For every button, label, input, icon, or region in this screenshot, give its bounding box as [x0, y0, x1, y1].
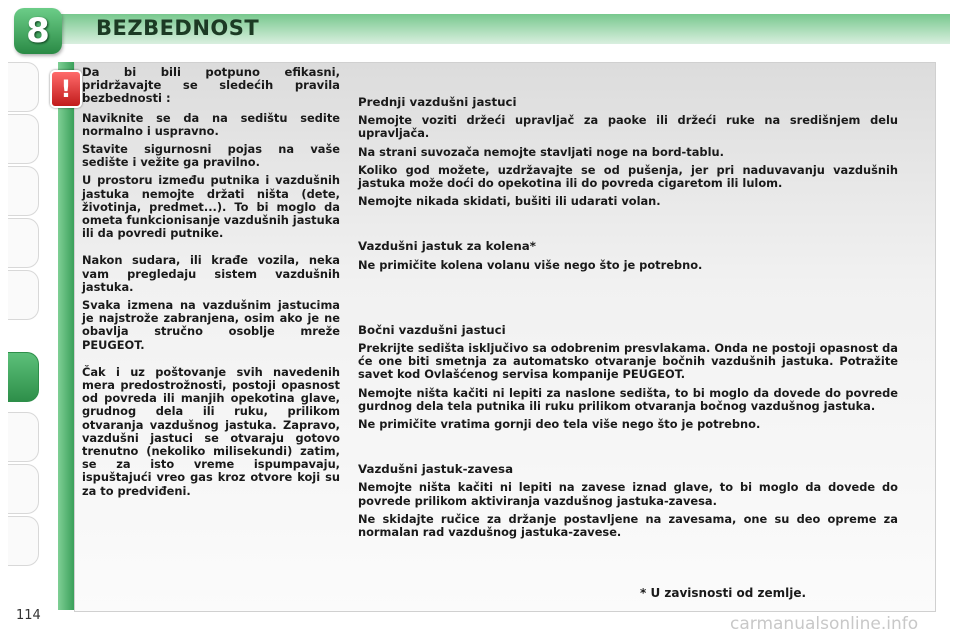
left-paragraph: Nakon sudara, ili krađe vozila, neka vam pregledaju sistem vazdušnih jastuka.: [82, 253, 340, 294]
section-paragraph: Koliko god možete, uzdržavajte se od pušenja, jer pri naduvavanju vazdušnih jastuka može doći do opekotina ili do povreda cigaretom ili lulom.: [358, 162, 898, 191]
section-title-front-airbags: Prednji vazdušni jastuci: [358, 95, 517, 109]
section-title-side-airbags: Bočni vazdušni jastuci: [358, 322, 506, 337]
side-tab[interactable]: [8, 62, 39, 112]
left-paragraph: Stavite sigurnosni pojas na vaše sedište i vežite ga pravilno.: [82, 142, 340, 170]
section-title-knee-airbag: Vazdušni jastuk za kolena*: [358, 239, 536, 254]
side-tabs: [0, 62, 44, 582]
section-paragraph: Nemojte voziti držeći upravljač za paoke ili držeći ruke na središnjem delu upravljača.: [358, 113, 898, 141]
side-tab[interactable]: [8, 516, 39, 566]
side-tab[interactable]: [8, 166, 39, 216]
warning-exclamation-icon: !: [50, 70, 82, 108]
section-title-curtain-airbags: Vazdušni jastuk-zavesa: [358, 462, 514, 477]
side-tab[interactable]: [8, 270, 39, 320]
side-tab[interactable]: [8, 114, 39, 164]
side-tab-active[interactable]: [8, 352, 39, 402]
footnote: * U zavisnosti od zemlje.: [640, 586, 807, 600]
section-paragraph: Nemojte nikada skidati, bušiti ili udarati volan.: [358, 194, 661, 209]
left-heading: Da bi bili potpuno efikasni, pridržavajte se sledećih pravila bezbednosti :: [82, 65, 340, 106]
page-title: BEZBEDNOST: [96, 16, 260, 40]
left-paragraph: Svaka izmena na vazdušnim jastucima je najstrože zabranjena, osim ako je ne obavlja stručno osoblje mreže PEUGEOT.: [82, 298, 340, 352]
side-tab[interactable]: [8, 218, 39, 268]
section-paragraph: Ne primičite vratima gornji deo tela više nego što je potrebno.: [358, 417, 761, 432]
page-number: 114: [16, 608, 41, 623]
section-paragraph: Na strani suvozača nemojte stavljati noge na bord-tablu.: [358, 144, 724, 159]
side-tab[interactable]: [8, 412, 39, 462]
section-paragraph: Nemojte ništa kačiti ni lepiti na zavese iznad glave, to bi moglo da dovede do povrede prilikom aktiviranja vazdušnog jastuka-zavesa.: [358, 480, 898, 508]
section-paragraph: Nemojte ništa kačiti ni lepiti za naslone sedišta, to bi moglo da dovede do povrede gurdnog dela tela putnika ili ruku prilikom otvaranja bočnog vazdušnog jastuka.: [358, 385, 898, 413]
watermark: carmanualsonline.info: [730, 614, 919, 634]
chapter-badge: [14, 8, 62, 54]
side-tab[interactable]: [8, 464, 39, 514]
right-column: [358, 96, 898, 544]
left-paragraph: U prostoru između putnika i vazdušnih jastuka nemojte držati ništa (dete, životinja, predmet...). To bi moglo da ometa funkcionisanje vazdušnih jastuka ili da povredi putnike.: [82, 173, 340, 241]
section-paragraph: Prekrijte sedišta isključivo sa odobrenim presvlakama. Onda ne postoji opasnost da će one biti smetnja za automatsko otvaranje bočnih vazdušnih jastuka. Potražite savet kod Ovlašćenog servisa kompanije PEUGEOT.: [358, 341, 898, 382]
left-paragraph: Naviknite se da na sedištu sedite normalno i uspravno.: [82, 110, 340, 138]
left-column: [82, 66, 340, 503]
section-paragraph: Ne skidajte ručice za držanje postavljene na zavesama, one su deo opreme za normalan rad vazdušnog jastuka-zavese.: [358, 511, 898, 540]
chapter-number: 8: [26, 11, 50, 51]
section-paragraph: Ne primičite kolena volanu više nego što je potrebno.: [358, 257, 703, 272]
green-rail: [58, 62, 74, 610]
left-paragraph: Čak i uz poštovanje svih navedenih mera predostrožnosti, postoji opasnost od povreda ili manjih opekotina glave, grudnog dela ili ruku, prilikom otvaranja vazdušnog jastuka. Zapravo, vazdušni jastuci se otvaraju gotovo trenutno (nekoliko milisekundi) zatim, se za isto vreme ispumpavaju, ispuštajući vreo gas kroz otvore koji su za to predviđeni.: [82, 364, 340, 498]
